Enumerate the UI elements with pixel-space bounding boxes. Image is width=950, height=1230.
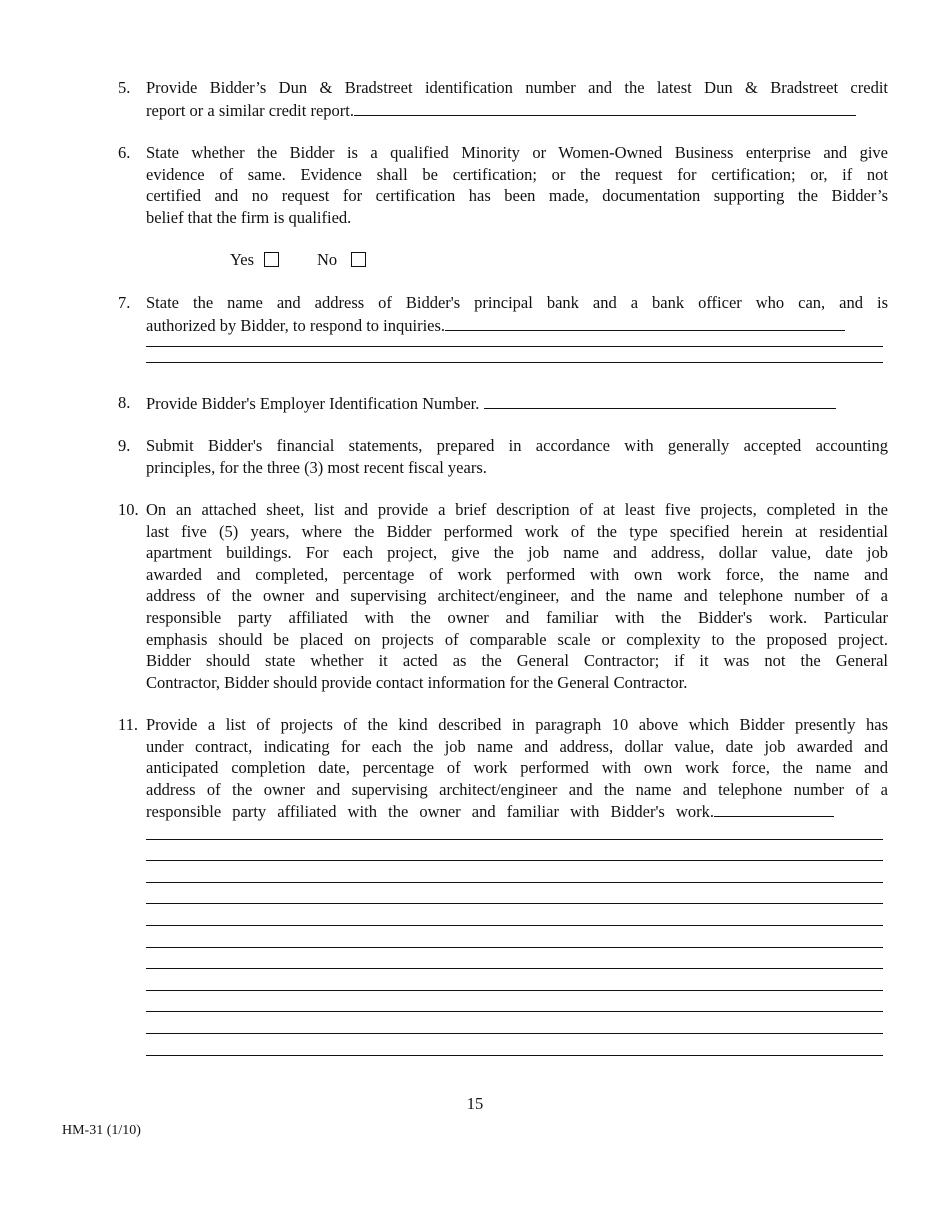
question-text-line: certified and no request for certification has been made, documentation supporting the Bidder’s <box>146 186 888 206</box>
yes-checkbox[interactable] <box>264 252 279 267</box>
question-number: 9. <box>118 436 131 455</box>
page-number: 15 <box>466 1094 484 1113</box>
answer-line[interactable] <box>146 973 888 995</box>
question-text-line: awarded and completed, percentage of work performed with own work force, the name and <box>146 564 888 584</box>
question-number: 11. <box>118 715 139 734</box>
question-text-line: emphasis should be placed on projects of comparable scale or complexity to the proposed project. <box>146 629 888 649</box>
question-text-line: anticipated completion date, percentage of work performed with own work force, the name and <box>146 758 888 778</box>
question-text-line: belief that the firm is qualified. <box>146 207 352 227</box>
question-text-line: State whether the Bidder is a qualified Minority or Women-Owned Business enterprise and give <box>146 143 888 162</box>
question-number: 6. <box>118 143 131 162</box>
answer-blank[interactable] <box>714 800 834 817</box>
question-text-line: Provide a list of projects of the kind described in paragraph 10 above which Bidder presently has <box>146 715 888 734</box>
answer-line[interactable] <box>146 351 888 367</box>
yes-label: Yes <box>230 250 255 269</box>
question-text-line: principles, for the three (3) most recent fiscal years. <box>146 457 487 477</box>
question-text-line: Contractor, Bidder should provide contact information for the General Contractor. <box>146 672 688 692</box>
question-text-line: report or a similar credit report. <box>146 99 888 121</box>
answer-blank[interactable] <box>354 99 856 116</box>
no-label: No <box>317 250 338 269</box>
question-text-line: Submit Bidder's financial statements, prepared in accordance with generally accepted accounting <box>146 436 888 455</box>
answer-line[interactable] <box>146 887 888 909</box>
question-text-line: address of the owner and supervising architect/engineer and the name and telephone number of a <box>146 779 888 799</box>
question-number: 7. <box>118 293 131 312</box>
question-text-line: On an attached sheet, list and provide a brief description of at least five projects, completed in the <box>146 500 888 519</box>
answer-line[interactable] <box>146 930 888 952</box>
answer-line[interactable] <box>146 1038 888 1060</box>
question-text-line: authorized by Bidder, to respond to inquiries. <box>146 314 888 336</box>
question-text-line: evidence of same. Evidence shall be certification; or the request for certification; or, if not <box>146 164 888 184</box>
question-text-line: under contract, indicating for each the job name and address, dollar value, date job awarded and <box>146 736 888 756</box>
no-checkbox[interactable] <box>351 252 366 267</box>
question-text-line: Bidder should state whether it acted as the General Contractor; if it was not the General <box>146 651 888 671</box>
question-text-line: Provide Bidder's Employer Identification Number. <box>146 392 888 414</box>
answer-line[interactable] <box>146 865 888 887</box>
answer-line[interactable] <box>146 844 888 866</box>
question-text-line: responsible party affiliated with the owner and familiar with Bidder's work. <box>146 800 888 822</box>
question-text-line: apartment buildings. For each project, give the job name and address, dollar value, date job <box>146 543 888 563</box>
question-number: 8. <box>118 393 131 412</box>
question-text-line: address of the owner and supervising architect/engineer, and the name and telephone number of a <box>146 586 888 606</box>
question-text-line: responsible party affiliated with the owner and familiar with the Bidder's work. Particular <box>146 607 888 627</box>
form-code: HM-31 (1/10) <box>62 1123 141 1138</box>
answer-blank[interactable] <box>484 392 836 409</box>
answer-line[interactable] <box>146 822 888 844</box>
question-text-line: last five (5) years, where the Bidder performed work of the type specified herein at residential <box>146 521 888 541</box>
question-text-line: Provide Bidder’s Dun & Bradstreet identification number and the latest Dun & Bradstreet credit <box>146 78 888 97</box>
answer-line[interactable] <box>146 952 888 974</box>
answer-line[interactable] <box>146 1016 888 1038</box>
answer-line[interactable] <box>146 335 888 351</box>
answer-line[interactable] <box>146 995 888 1017</box>
question-number: 5. <box>118 78 131 97</box>
answer-blank[interactable] <box>445 314 845 331</box>
yes-no-options <box>230 249 366 271</box>
question-text-line: State the name and address of Bidder's principal bank and a bank officer who can, and is <box>146 293 888 312</box>
question-number: 10. <box>118 500 139 519</box>
answer-line[interactable] <box>146 908 888 930</box>
